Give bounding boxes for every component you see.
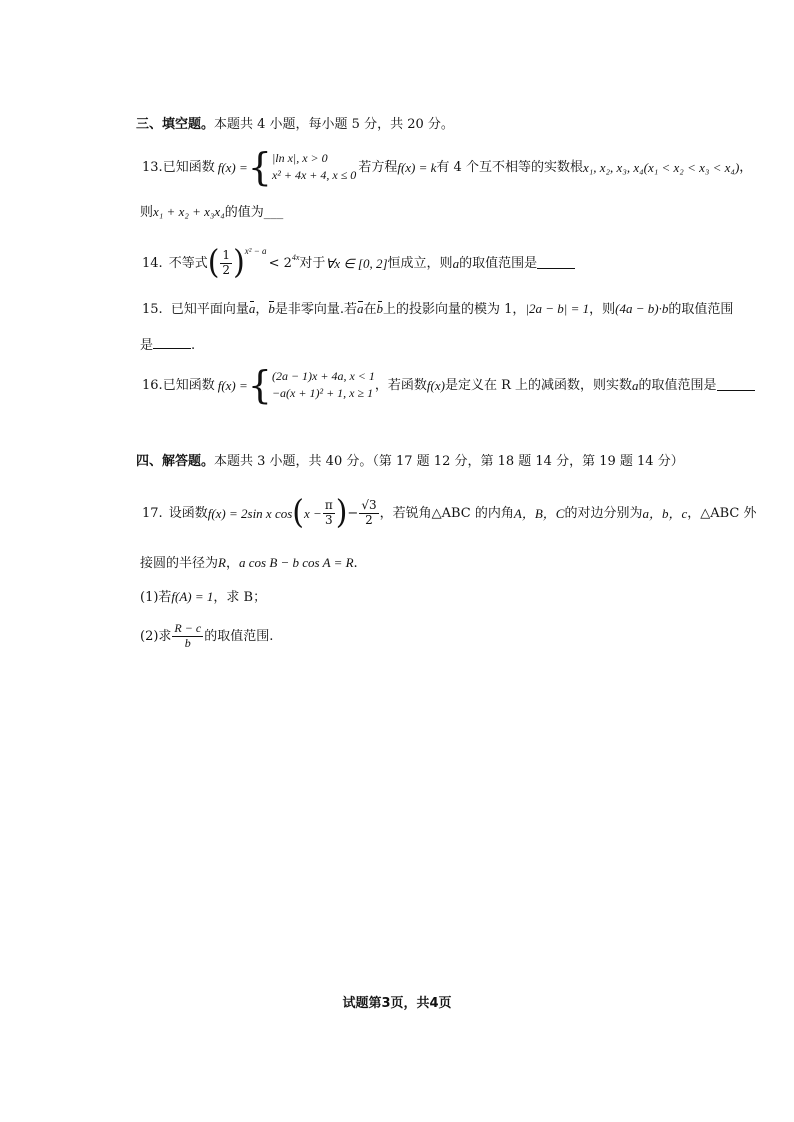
q13-order: (x₁ < x₂ < x₃ < x₄) xyxy=(643,159,740,175)
q17-line2 xyxy=(140,556,358,570)
q15-line2: 是 xyxy=(140,338,154,353)
q17-abc-upper: A，B，C xyxy=(513,505,565,521)
q17-sq-n: √3 xyxy=(361,497,377,512)
q16-piecewise: { (2a − 1)x + 4a, x < 1 −a(x + 1)² + 1, x ≥ 1 xyxy=(247,363,375,407)
q15-sep: ， xyxy=(255,302,269,317)
q16-stem-d: 的取值范围是 xyxy=(638,377,717,393)
q15-end: . xyxy=(191,338,196,353)
q14-power: ( $\frac{1}{2}$ ) $^{x^2 - a}$ xyxy=(207,243,267,282)
q14-blank xyxy=(537,258,575,269)
q13-line2-a: 则 xyxy=(140,205,154,220)
q14-frac-n: 1 xyxy=(222,247,231,262)
q17-pi-n: π xyxy=(324,497,333,512)
q15-num: 15. xyxy=(142,302,163,317)
q14-stem-c: 恒成立，则 xyxy=(387,255,453,271)
q17-line2-b: ， xyxy=(225,556,239,571)
q17-R: R xyxy=(218,555,226,570)
section4-header xyxy=(136,455,684,468)
q13-stem-a: 已知函数 xyxy=(162,159,215,175)
q16-line xyxy=(142,363,755,407)
q15-b: b xyxy=(268,301,275,316)
q16-fx: f(x) xyxy=(426,377,445,393)
q16-blank xyxy=(717,380,755,391)
q13-tail: ， xyxy=(739,159,753,175)
q17-p2-n: R − c xyxy=(174,621,202,635)
q17-inner-a: x − xyxy=(304,505,322,521)
q14-stem-b: 对于 xyxy=(299,255,326,271)
q17-paren-group: ( x − $\frac{\pi}{3}$ ) xyxy=(292,493,348,532)
q13-num: 13. xyxy=(142,159,163,175)
q17-pi-d: 3 xyxy=(324,512,333,527)
q15-stem-d: 上的投影向量的模为 1， xyxy=(383,302,526,317)
section4-desc: 本题共 3 小题，共 40 分。（第 17 题 12 分，第 18 题 14 分，第 19 题 14 分） xyxy=(214,454,684,469)
q17-p2-tail: 的取值范围. xyxy=(204,628,274,644)
q14-var: a xyxy=(452,255,460,271)
q14-stem-a: 不等式 xyxy=(168,255,208,271)
q13-expr: x₁ + x₂ + x₃x₄ xyxy=(153,204,225,219)
q17-cond: a cos B − b cos A = R xyxy=(238,555,354,570)
q14-line xyxy=(142,243,575,282)
q17-part2 xyxy=(140,622,273,651)
q15-stem-e: ，则 xyxy=(589,302,616,317)
q17-p2-d: b xyxy=(184,635,191,650)
q13-stem-c: 有 4 个互不相等的实数根 xyxy=(436,159,583,175)
q13-eq: f(x) = k xyxy=(397,159,437,175)
q14-num: 14. xyxy=(142,255,163,271)
q14-exp: x² − a xyxy=(244,245,267,256)
q17-stem-d: ，△ABC 外 xyxy=(687,505,757,521)
q15-line2 xyxy=(140,338,195,352)
q17-p2-label: (2)求 xyxy=(140,628,172,644)
q15-a2: a xyxy=(357,301,364,316)
q15-b2: b xyxy=(376,301,384,316)
q17-line1 xyxy=(142,493,757,532)
q15-stem-c: 在 xyxy=(363,302,377,317)
q15-stem-f: 的取值范围 xyxy=(668,302,734,317)
section3-desc: 本题共 4 小题，每小题 5 分，共 20 分。 xyxy=(214,117,454,132)
q17-line2-a: 接圆的半径为 xyxy=(140,556,219,571)
q16-case1: (2a − 1)x + 4a, x < 1 xyxy=(271,368,375,383)
q16-var: a xyxy=(632,377,639,393)
q15-stem-b: 是非零向量.若 xyxy=(274,302,357,317)
q14-frac-d: 2 xyxy=(222,262,231,277)
q17-abc-lower: a，b，c xyxy=(642,505,688,521)
q15-blank xyxy=(153,338,191,349)
q17-p1-label: (1)若 xyxy=(140,590,172,605)
section3-header xyxy=(136,118,454,131)
q17-stem-c: 的对边分别为 xyxy=(564,505,643,521)
q17-minus: − xyxy=(347,505,359,521)
q17-p1-expr: f(A) = 1 xyxy=(171,589,214,604)
q16-stem-c: 是定义在 R 上的减函数，则实数 xyxy=(444,377,633,393)
q17-line2-end: . xyxy=(353,556,358,571)
q17-part1 xyxy=(140,590,266,604)
q14-rhs: < 2 xyxy=(268,255,292,271)
q14-stem-d: 的取值范围是 xyxy=(459,255,538,271)
q15-expr: (4a − b)·b xyxy=(615,301,669,316)
q15-line1 xyxy=(142,302,733,316)
q13-line2-b: 的值为 xyxy=(224,205,264,220)
q17-func: f(x) = 2sin x cos xyxy=(207,505,293,521)
q15-cond: |2a − b| = 1 xyxy=(525,301,590,316)
page-footer: 试题第3页，共4页 xyxy=(342,996,452,1011)
q16-num: 16. xyxy=(142,377,163,393)
q13-case2: x² + 4x + 4, x ≤ 0 xyxy=(271,168,357,182)
q16-stem-a: 已知函数 xyxy=(162,377,215,393)
q16-case2: −a(x + 1)² + 1, x ≥ 1 xyxy=(271,386,374,400)
q14-rhs-exp: 4x xyxy=(291,253,300,262)
q17-num: 17. xyxy=(142,505,163,521)
q16-func: f(x) = xyxy=(217,377,248,393)
q17-stem-b: ，若锐角△ABC 的内角 xyxy=(379,505,514,521)
q17-stem-a: 设函数 xyxy=(168,505,208,521)
q13-case1: |ln x|, x > 0 xyxy=(271,150,328,165)
q13-line1 xyxy=(142,145,753,189)
q13-blank: ___ xyxy=(263,205,284,220)
q15-a: a xyxy=(248,301,256,316)
q17-sq-d: 2 xyxy=(365,512,373,527)
section4-title: 四、解答题。 xyxy=(136,454,215,469)
q13-piecewise: { |ln x|, x > 0 x² + 4x + 4, x ≤ 0 xyxy=(247,145,357,189)
q13-func: f(x) = xyxy=(217,159,248,175)
q13-line2 xyxy=(140,205,283,219)
q15-stem-a: 已知平面向量 xyxy=(170,302,249,317)
section3-title: 三、填空题。 xyxy=(136,117,215,132)
q14-cond: ∀x ∈ [0, 2] xyxy=(325,255,388,271)
q13-stem-b: 若方程 xyxy=(358,159,398,175)
q13-roots: x₁, x₂, x₃, x₄ xyxy=(582,159,644,175)
q17-p1-tail: ，求 B； xyxy=(213,590,267,605)
q16-stem-b: ，若函数 xyxy=(374,377,427,393)
